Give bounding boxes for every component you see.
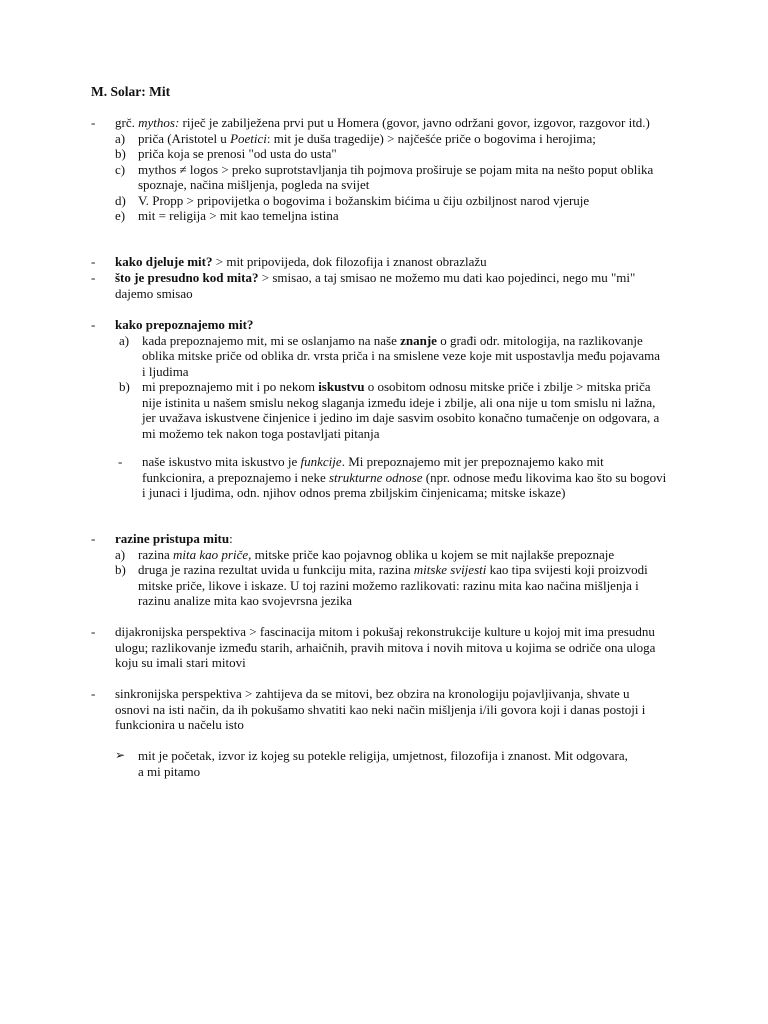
list-dash: - — [91, 624, 96, 639]
list-dash: - — [91, 270, 96, 285]
list-dash: - — [91, 686, 96, 701]
bold-term: kako prepoznajemo mit? — [115, 317, 254, 332]
italic-term: mythos: — [138, 115, 180, 130]
text-run: razina — [138, 546, 174, 562]
list-item — [115, 547, 665, 563]
list-item — [119, 333, 664, 380]
list-item — [119, 379, 664, 441]
item-label: b) — [119, 379, 130, 394]
text-run: mi prepoznajemo mit i po nekom — [142, 379, 319, 394]
bold-term: iskustvu — [318, 379, 365, 394]
item-label: a) — [115, 130, 126, 146]
section-heading — [115, 317, 671, 333]
list-item — [118, 454, 668, 501]
list-item — [115, 562, 648, 609]
item-label: b) — [115, 146, 126, 161]
section-text — [115, 115, 655, 131]
italic-term: funkcije — [300, 454, 342, 469]
item-text — [138, 131, 655, 147]
list-dash: - — [91, 317, 96, 332]
sublist — [119, 333, 664, 442]
text-run: grč. — [115, 115, 139, 130]
list-item — [115, 131, 655, 147]
list-item — [115, 208, 655, 224]
italic-term: mita kao priče — [173, 546, 249, 562]
bold-term: razine pristupa mitu — [115, 531, 230, 546]
text-run: naše iskustvo mita iskustvo je — [142, 454, 301, 469]
text-run: o osobitom odnosu mitske priče i zbilje > mitska priča nije istinita u našem smislu nekog slaganja između ideje i zbilje, ali ona nije u tom smislu ni lažna, jer uvažava iskustvene činjenice i jedino im daje sasvim osobito konačno tumačenje on odgovara, a mi možemo tek nakon toga postavljati pitanja — [142, 379, 660, 441]
bold-term: što je presudno kod mita? — [115, 270, 259, 285]
list-item — [115, 162, 656, 193]
section-heading — [115, 531, 671, 547]
bold-term: kako djeluje mit? — [115, 254, 213, 269]
item-text: priča koja se prenosi "od usta do usta" — [138, 146, 337, 161]
list-item — [115, 193, 655, 209]
section-text: sinkronijska perspektiva > zahtijeva da se mitovi, bez obzira na kronologiju pojavljivanja, shvate u osnovi na isti način, da ih pokušamo shvatiti kao neki način mišljenja i/ili govora koji i danas postoji i funkcionira u načelu isto — [115, 686, 646, 732]
item-text — [142, 333, 664, 380]
item-label: e) — [115, 208, 126, 223]
section-mythos — [91, 115, 671, 224]
text-run: : mit je duša tragedije) > najčešće priče o bogovima i herojima; — [266, 130, 596, 146]
bold-term: znanje — [400, 332, 437, 348]
italic-term: mitske svijesti — [413, 562, 487, 577]
item-text: mythos ≠ logos > preko suprotstavljanja tih pojmova proširuje se pojam mita na nešto poput oblika spoznaje, načina mišljenja, pogleda na svijet — [138, 161, 654, 192]
section-text: mit je početak, izvor iz kojeg su potekle religija, umjetnost, filozofija i znanost. Mit odgovara, a mi pitamo — [138, 748, 628, 779]
section-text — [115, 270, 665, 301]
text-run: (npr. odnose među likovima kao što su bogovi i junaci i ljudima, odn. njihov odnos prema zbiljskim činjenicama; mitske iskaze) — [142, 469, 667, 500]
item-label: d) — [115, 192, 126, 208]
item-label: b) — [115, 562, 126, 577]
text-run: , mitske priče kao pojavnog oblika u kojem se mit najlakše prepoznaje — [248, 546, 615, 562]
section-how-myth-works — [91, 254, 671, 270]
section-conclusion — [91, 748, 671, 779]
text-run: > mit pripovijeda, dok filozofija i znanost obrazlažu — [212, 254, 487, 269]
item-text — [142, 379, 664, 441]
text-run: > smisao, a taj smisao ne možemo mu dati kao pojedinci, nego mu "mi" dajemo smisao — [115, 270, 636, 301]
item-text: mit = religija > mit kao temeljna istina — [138, 208, 339, 223]
text-run: : — [229, 531, 233, 546]
section-text — [115, 254, 671, 270]
item-label: - — [118, 454, 123, 469]
sublist — [115, 547, 665, 609]
page-title: M. Solar: Mit — [91, 84, 171, 99]
item-label: c) — [115, 161, 126, 177]
section-text: dijakronijska perspektiva > fascinacija mitom i pokušaj rekonstrukcije kulture u kojoj mit ima presudnu ulogu; razlikovanje između starih, arhaičnih, pravih mitova i novih mitova u kojima se odriče ona uloga koju su imali stari mitovi — [115, 624, 656, 670]
section-levels — [91, 531, 671, 609]
text-run: o građi odr. mitologija, na razlikovanje oblika mitske priče od oblika dr. vrsta priča i na smislene veze koje mit uspostavlja među pojavama i ljudima — [142, 332, 661, 379]
item-text — [138, 562, 648, 609]
text-run: riječ je zabilježena prvi put u Homera (govor, javno održani govor, izgovor, razgovor itd.) — [179, 115, 650, 130]
text-run: druga je razina rezultat uvida u funkciju mita, razina — [138, 562, 414, 577]
list-item — [115, 146, 655, 162]
italic-term: strukturne odnose — [328, 469, 423, 485]
section-recognize — [91, 317, 671, 441]
list-dash: - — [91, 531, 96, 546]
item-label: a) — [115, 546, 126, 562]
list-dash: - — [91, 254, 96, 269]
item-text — [138, 547, 665, 563]
sublist — [115, 131, 655, 224]
text-run: priča (Aristotel u — [138, 130, 231, 146]
item-label: a) — [119, 332, 130, 348]
section-diachronic — [91, 624, 671, 671]
italic-term: Poetici — [230, 130, 267, 146]
list-dash: - — [91, 115, 96, 130]
section-crucial — [91, 270, 671, 301]
text-run: . Mi prepoznajemo mit jer prepoznajemo kako mit funkcionira, a prepoznajemo i neke — [142, 454, 604, 485]
text-run: kao tipa svijesti koji proizvodi mitske priče, likove i iskaze. U toj razini možemo razlikovati: razinu mita kao načina mišljenja i razinu analize mita kao svojevrsna jezika — [138, 562, 648, 608]
item-text: V. Propp > pripovijetka o bogovima i božanskim bićima u čiju ozbiljnost narod vjeruje — [138, 192, 590, 208]
text-run: kada prepoznajemo mit, mi se oslanjamo na naše — [142, 332, 401, 348]
arrow-bullet-icon: ➢ — [115, 748, 126, 762]
section-synchronic — [91, 686, 671, 733]
item-text — [142, 454, 668, 501]
section-experience — [118, 454, 668, 501]
